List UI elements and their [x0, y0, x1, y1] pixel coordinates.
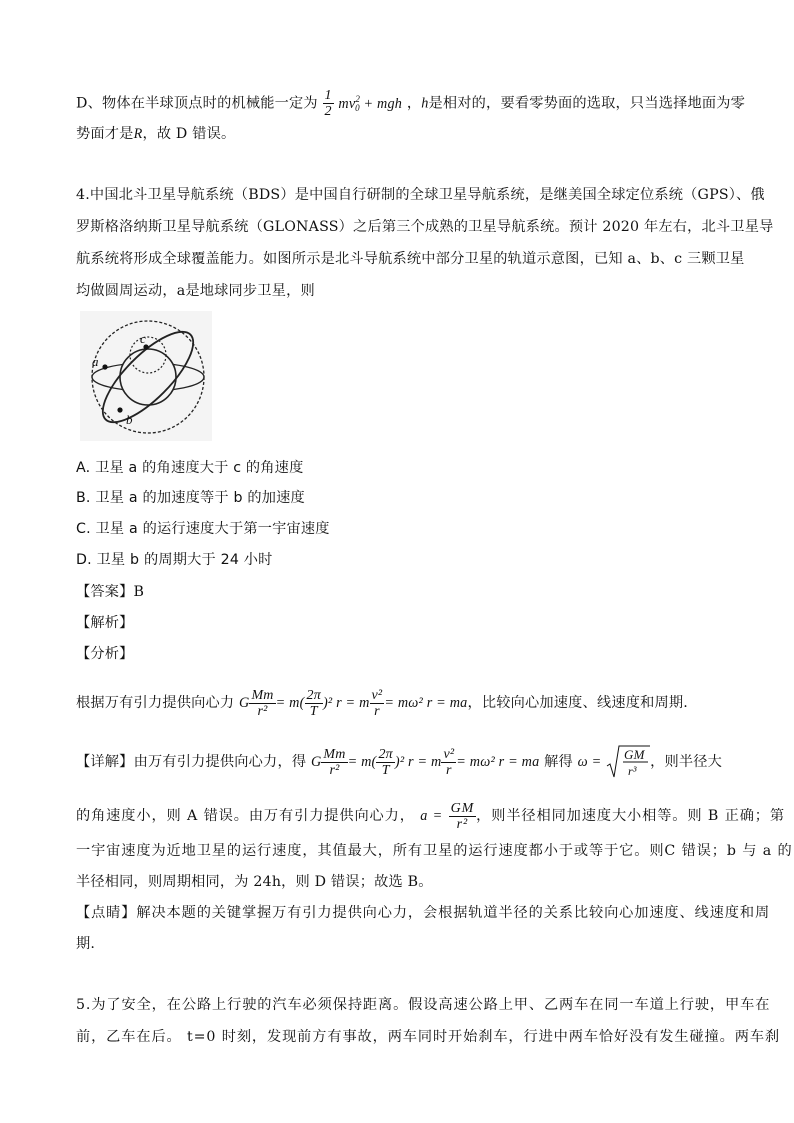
text-segment: 解得: [544, 754, 573, 770]
text-segment: ，故 D 错误。: [142, 126, 236, 142]
expr: )² r = m: [394, 754, 442, 770]
label-b: b: [126, 412, 133, 427]
fraction-v2-r: [370, 688, 385, 719]
q4-option-c: C. 卫星 a 的运行速度大于第一宇宙速度: [76, 521, 330, 537]
q4-fenxi: 【分析】: [76, 646, 134, 662]
sqrt-GM-r3: [606, 742, 650, 782]
prev-option-d-line1: [76, 88, 745, 119]
frac-denominator: r²: [249, 703, 275, 719]
var-h: h: [421, 95, 429, 112]
frac-numerator: Mm: [251, 687, 274, 703]
prev-option-d-line2: [76, 124, 235, 144]
expr-tail: + mgh: [359, 95, 403, 112]
text-segment: 势面才是: [76, 126, 134, 142]
q4-detail-line1: [76, 742, 722, 782]
sqrt-denominator: r³: [628, 764, 637, 778]
fraction-half: [323, 88, 334, 119]
text-segment: 是相对的，要看零势面的选取，只当选择地面为零: [428, 95, 746, 112]
text-segment: ，则半径大: [650, 754, 723, 770]
fraction-2pi-T: [376, 747, 394, 778]
frac-numerator: 1: [324, 88, 332, 103]
omega-eq: ω =: [577, 754, 602, 770]
expr-sub: 0: [355, 102, 360, 113]
expr: = m(: [275, 695, 305, 711]
label-a: a: [92, 354, 99, 369]
frac-numerator: v²: [371, 687, 383, 703]
a-eq: a =: [420, 808, 444, 824]
frac-numerator: GM: [450, 800, 475, 816]
sqrt-numerator: GM: [624, 747, 645, 762]
q4-stem-line1: 4.中国北斗卫星导航系统（BDS）是中国自行研制的全球卫星导航系统，是继美国全球定位系统（GPS）、俄: [76, 187, 765, 203]
frac-denominator: T: [376, 762, 394, 778]
expr-sup: 2: [355, 93, 361, 104]
text-segment: D、物体在半球顶点时的机械能一定为: [76, 95, 318, 112]
expr: )² r = m: [322, 695, 370, 711]
expr-mv: mv: [338, 95, 356, 112]
q5-stem-line1: 5.为了安全，在公路上行驶的汽车必须保持距离。假设高速公路上甲、乙两车在同一车道上行驶，甲车在: [76, 997, 771, 1013]
energy-expression: [338, 93, 403, 113]
frac-numerator: 2π: [378, 746, 393, 762]
fraction-2pi-T: [305, 688, 323, 719]
frac-denominator: r: [370, 703, 385, 719]
text-segment: ，比较向心加速度、线速度和周期.: [467, 695, 688, 711]
detail-label: 【详解】: [76, 754, 134, 770]
text-segment: ，则半径相同加速度大小相等。则 B 正确；第: [476, 808, 785, 824]
fraction-Mm-r2: [321, 747, 347, 778]
var-G: G: [310, 754, 322, 770]
frac-denominator: r²: [321, 762, 347, 778]
q4-option-d: D. 卫星 b 的周期大于 24 小时: [76, 552, 273, 568]
q4-stem-line3: 航系统将形成全球覆盖能力。如图所示是北斗导航系统中部分卫星的轨道示意图，已知 a、b、c 三颗卫星: [76, 251, 745, 267]
frac-denominator: r²: [449, 816, 477, 832]
satellite-orbit-figure: [80, 311, 212, 441]
fraction-v2-r: [441, 747, 456, 778]
var-R: R: [133, 126, 143, 142]
expr: = mω² r = ma: [384, 695, 468, 711]
q4-detail-line3: 一宇宙速度为近地卫星的运行速度，其值最大，所有卫星的运行速度都小于或等于它。则C 错误；b 与 a 的: [76, 843, 793, 859]
q5-stem-line2: 前，乙车在后。 t=0 时刻，发现前方有事故，两车同时开始刹车，行进中两车恰好没有发生碰撞。两车刹: [76, 1029, 780, 1045]
fraction-Mm-r2: [249, 688, 275, 719]
q4-detail-line2: [76, 796, 785, 836]
frac-numerator: v²: [443, 746, 455, 762]
q4-stem-line2: 罗斯格洛纳斯卫星导航系统（GLONASS）之后第三个成熟的卫星导航系统。预计 2020 年左右，北斗卫星导: [76, 219, 774, 235]
var-G: G: [238, 695, 250, 711]
expr: = mω² r = ma: [456, 754, 540, 770]
frac-denominator: T: [305, 703, 323, 719]
frac-denominator: r: [441, 762, 456, 778]
q4-tips-line1: 【点睛】解决本题的关键掌握万有引力提供向心力，会根据轨道半径的关系比较向心加速度、线速度和周: [76, 905, 771, 921]
text-segment: 根据万有引力提供向心力: [76, 695, 235, 711]
q4-tips-line2: 期.: [76, 936, 96, 952]
text-segment: 的角速度小，则 A 错误。由万有引力提供向心力，: [76, 808, 415, 824]
q4-option-b: B. 卫星 a 的加速度等于 b 的加速度: [76, 490, 305, 506]
frac-numerator: Mm: [323, 746, 346, 762]
label-c: c: [140, 331, 146, 346]
frac-denominator: 2: [324, 104, 332, 119]
frac-numerator: 2π: [306, 687, 321, 703]
expr: = m(: [347, 754, 377, 770]
q4-answer: 【答案】B: [76, 584, 145, 600]
fraction-GM-r2: [449, 801, 477, 832]
q4-analysis-line: [76, 683, 688, 723]
text-segment: 由万有引力提供向心力，得: [133, 754, 307, 770]
q4-detail-line4: 半径相同，则周期相同，为 24h，则 D 错误；故选 B。: [76, 874, 433, 890]
q4-stem-line4: 均做圆周运动，a是地球同步卫星，则: [76, 283, 315, 299]
text-segment: ，: [406, 95, 422, 112]
q4-option-a: A. 卫星 a 的角速度大于 c 的角速度: [76, 460, 304, 476]
sqrt-sign: [606, 744, 650, 780]
q4-jiexi: 【解析】: [76, 615, 134, 631]
